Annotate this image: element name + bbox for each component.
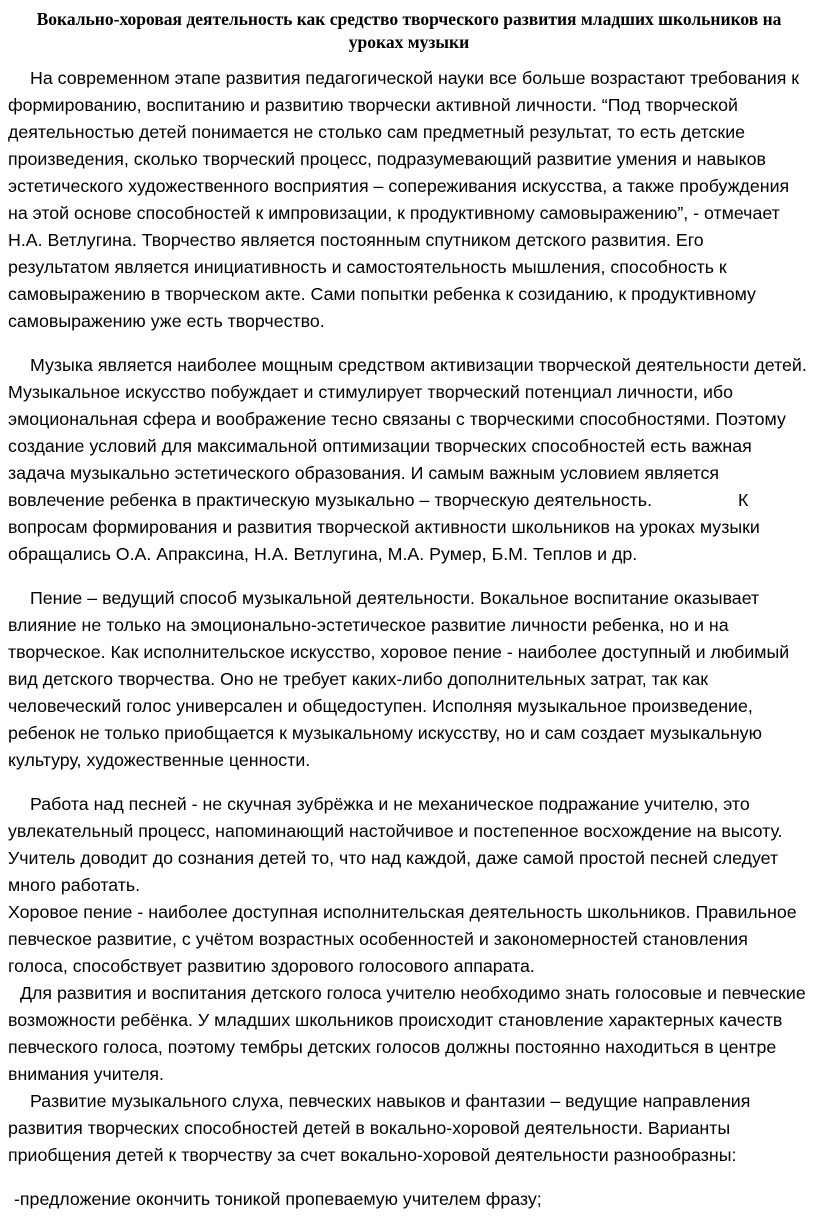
list-item-tonic-ending: -предложение окончить тоникой пропеваемую учителем фразу; bbox=[14, 1189, 542, 1209]
paragraph-choral-singing: Хоровое пение - наиболее доступная исполнительская деятельность школьников. Правильное певческое развитие, с учётом возрастных особенностей и закономерностей становления голоса, способствует развитию здорового голосового аппарата. bbox=[8, 902, 797, 976]
paragraph-music-activation bbox=[8, 352, 810, 568]
paragraph-researchers-text: К вопросам формирования и развития творческой активности школьников на уроках музыки обращались О.А. Апраксина, Н.А. Ветлугина, М.А. Румер, Б.М. Теплов и др. bbox=[8, 490, 760, 564]
paragraph-song-work: Работа над песней - не скучная зубрёжка и не механическое подражание учителю, это увлекательный процесс, напоминающий настойчивое и постепенное восхождение на высоту. Учитель доводит до сознания детей то, что над каждой, даже самой простой песней следует много работать. bbox=[8, 794, 783, 895]
paragraph-creativity-definition: На современном этапе развития педагогической науки все больше возрастают требования к формированию, воспитанию и развитию творчески активной личности. “Под творческой деятельностью детей понимается не столько сам предметный результат, то есть детские произведения, сколько творческий процесс, подразумевающий развитие умения и навыков эстетического художественного восприятия – сопереживания искусства, а также пробуждения на этой основе способностей к импровизации, к продуктивному самовыражению”, - отмечает Н.А. Ветлугина. Творчество является постоянным спутником детского развития. Его результатом является инициативность и самостоятельность мышления, способность к самовыражению в творческом акте. Сами попытки ребенка к созиданию, к продуктивному самовыражению уже есть творчество. bbox=[8, 68, 800, 331]
paragraph-development-directions: Развитие музыкального слуха, певческих навыков и фантазии – ведущие направления развития творческих способностей детей в вокально-хоровой деятельности. Варианты приобщения детей к творчеству за счет вокально-хоровой деятельности разнообразны: bbox=[8, 1091, 751, 1165]
paragraph-singing: Пение – ведущий способ музыкальной деятельности. Вокальное воспитание оказывает влияние не только на эмоционально-эстетическое развитие личности ребенка, но и на творческое. Как исполнительское искусство, хоровое пение - наиболее доступный и любимый вид детского творчества. Оно не требует каких-либо дополнительных затрат, так как человеческий голос универсален и общедоступен. Исполняя музыкальное произведение, ребенок не только приобщается к музыкальному искусству, но и сам создает музыкальную культуру, художественные ценности. bbox=[8, 588, 790, 770]
paragraph-child-voice: Для развития и воспитания детского голоса учителю необходимо знать голосовые и певческие возможности ребёнка. У младших школьников происходит становление характерных качеств певческого голоса, поэтому тембры детских голосов должны постоянно находиться в центре внимания учителя. bbox=[8, 983, 806, 1084]
document-title: Вокально-хоровая деятельность как средство творческого развития младших школьников на уроках музыки bbox=[36, 9, 782, 52]
paragraph-music-activation-text: Музыка является наиболее мощным средством активизации творческой деятельности детей. Музыкальное искусство побуждает и стимулирует творческий потенциал личности, ибо эмоциональная сфера и воображение тесно связаны с творческими способностями. Поэтому создание условий для максимальной оптимизации творческих способностей есть важная задача музыкально эстетического образования. И самым важным условием является вовлечение ребенка в практическую музыкально – творческую деятельность. bbox=[8, 355, 807, 510]
